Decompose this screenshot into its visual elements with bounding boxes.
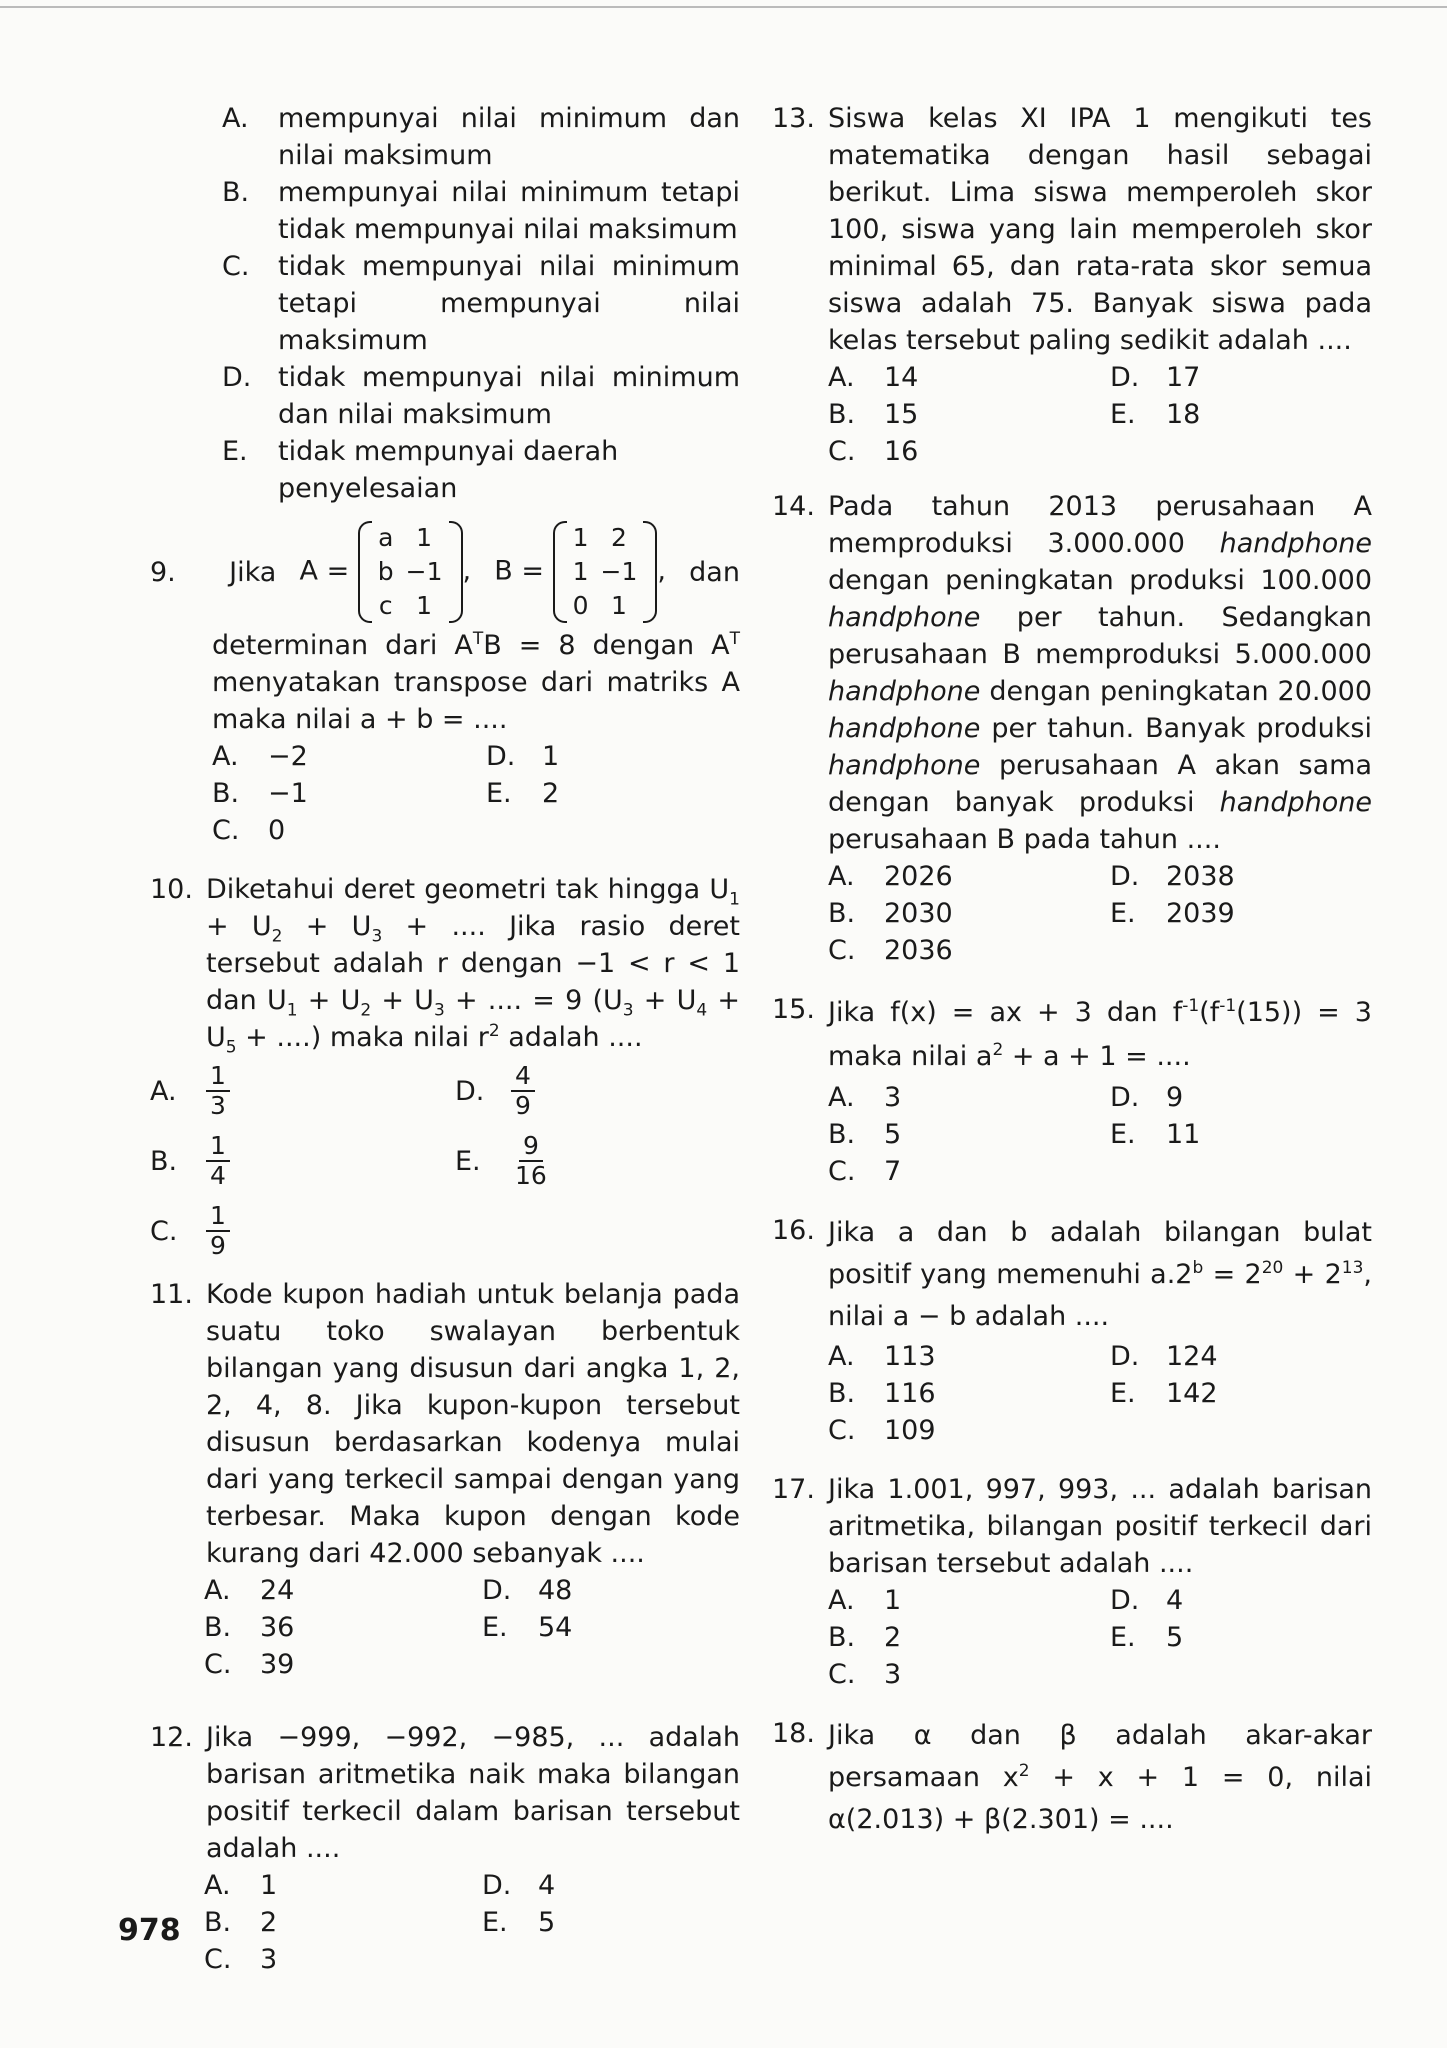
top-border-line <box>0 6 1447 8</box>
q17-option-c: C. 3 <box>828 1659 902 1690</box>
question-8-options <box>222 100 740 507</box>
q13-option-a: A. 14 <box>828 362 919 393</box>
q15-options <box>828 1079 1372 1190</box>
q13-option-c: C. 16 <box>828 436 919 467</box>
question-9 <box>150 517 740 849</box>
question-14 <box>772 488 1372 969</box>
q11-text: Kode kupon hadiah untuk belanja pada suatu toko swalayan berbentuk bilangan yang disusun dari angka 1, 2, 2, 4, 8. Jika kupon-kupon tersebut disusun berdasarkan kodenya mulai dari yang terkecil sampai dengan yang terbesar. Maka kupon dengan kode kurang dari 42.000 sebanyak .... <box>206 1279 740 1569</box>
question-16 <box>772 1212 1372 1449</box>
q17-option-a: A. 1 <box>828 1585 902 1616</box>
question-13 <box>772 100 1372 470</box>
q9-number: 9. <box>150 556 176 588</box>
q10-option-e: E. $\frac{9}{16}$ <box>455 1131 547 1190</box>
q17-options <box>828 1582 1372 1693</box>
q9-text: determinan dari $A^TB = 8$ dengan $A^T$ menyatakan transpose dari matriks A maka nilai a + b = .... <box>212 629 740 735</box>
q12-number: 12. <box>150 1722 193 1753</box>
q9-matrix-b-group: B = 1 2 1 −1 0 1 , <box>494 521 666 623</box>
q15-option-a: A. 3 <box>828 1082 902 1113</box>
q15-number: 15. <box>772 994 815 1025</box>
q10-option-d: D. $\frac{4}{9}$ <box>455 1056 740 1126</box>
q9-dan: dan <box>689 556 740 588</box>
q8-option-b: B. mempunyai nilai minimum tetapi tidak mempunyai nilai maksimum <box>222 177 740 245</box>
q16-option-d: D. 124 <box>1110 1341 1218 1372</box>
q13-option-b: B. 15 <box>828 399 919 430</box>
matrix-b: 1 2 1 −1 0 1 <box>553 521 658 623</box>
question-17 <box>772 1471 1372 1693</box>
q14-option-e: E. 2039 <box>1110 898 1235 929</box>
q9-option-e: E. 2 <box>486 778 560 809</box>
q12-option-b: B. 2 <box>204 1907 278 1938</box>
question-18 <box>772 1715 1372 1841</box>
q10-text: Diketahui deret geometri tak hingga $U_1 + U_2 + U_3$ + .... Jika rasio deret tersebut adalah r dengan −1 < r < 1 dan $U_1 + U_2 + U_3$ + .... = 9 ($U_3 + U_4 + U_5$ + ....) maka nilai $r^2$ adalah .... <box>206 874 740 1058</box>
q10-number: 10. <box>150 874 193 905</box>
q8-option-e: E. tidak mempunyai daerah penyelesaian <box>222 436 619 504</box>
q18-number: 18. <box>772 1718 815 1749</box>
q14-option-d: D. 2038 <box>1110 861 1235 892</box>
q11-option-d: D. 48 <box>482 1575 573 1606</box>
q11-options <box>204 1572 740 1683</box>
q16-number: 16. <box>772 1215 815 1246</box>
q15-text: Jika f(x) = ax + 3 dan $f^{-1}(f^{-1}(15)) = 3$ maka nilai $a^2 + a + 1$ = .... <box>828 996 1372 1072</box>
page-number: 978 <box>118 1913 181 1948</box>
q12-option-a: A. 1 <box>204 1870 278 1901</box>
q17-option-d: D. 4 <box>1110 1585 1184 1616</box>
q17-option-b: B. 2 <box>828 1622 902 1653</box>
question-10 <box>150 871 740 1266</box>
q16-text: Jika a dan b adalah bilangan bulat positif yang memenuhi $a.2^b = 2^{20} + 2^{13}$, nilai a − b adalah .... <box>828 1217 1373 1332</box>
q9-option-b: B. −1 <box>212 778 308 809</box>
q16-options <box>828 1338 1372 1449</box>
q13-number: 13. <box>772 103 815 134</box>
q12-options <box>204 1867 740 1978</box>
q14-option-b: B. 2030 <box>828 898 953 929</box>
q13-option-e: E. 18 <box>1110 399 1201 430</box>
q15-option-c: C. 7 <box>828 1156 902 1187</box>
q11-option-e: E. 54 <box>482 1612 573 1643</box>
q11-option-a: A. 24 <box>204 1575 295 1606</box>
q9-option-d: D. 1 <box>486 741 560 772</box>
q13-options <box>828 359 1372 470</box>
q10-options <box>150 1056 740 1266</box>
q8-option-d: D. tidak mempunyai nilai minimum dan nilai maksimum <box>222 362 740 430</box>
q16-option-b: B. 116 <box>828 1378 936 1409</box>
q11-option-b: B. 36 <box>204 1612 295 1643</box>
q14-option-c: C. 2036 <box>828 935 953 966</box>
question-15 <box>772 991 1372 1190</box>
q16-option-c: C. 109 <box>828 1415 936 1446</box>
q14-options <box>828 858 1372 969</box>
q16-option-a: A. 113 <box>828 1341 936 1372</box>
q10-option-b: B. $\frac{1}{4}$ <box>150 1126 435 1196</box>
right-column <box>772 100 1372 1841</box>
q13-option-d: D. 17 <box>1110 362 1201 393</box>
q18-text: Jika α dan β adalah akar-akar persamaan $x^2 + x + 1 = 0$, nilai α(2.013) + β(2.301) = .... <box>828 1720 1372 1835</box>
q17-option-e: E. 5 <box>1110 1622 1184 1653</box>
q15-option-e: E. 11 <box>1110 1119 1201 1150</box>
q15-option-b: B. 5 <box>828 1119 902 1150</box>
q15-option-d: D. 9 <box>1110 1082 1184 1113</box>
q10-option-c: C. $\frac{1}{9}$ <box>150 1196 435 1266</box>
q12-option-e: E. 5 <box>482 1907 556 1938</box>
q12-option-c: C. 3 <box>204 1944 278 1975</box>
q13-text: Siswa kelas XI IPA 1 mengikuti tes matematika dengan hasil sebagai berikut. Lima siswa memperoleh skor 100, siswa yang lain memperoleh skor minimal 65, dan rata-rata skor semua siswa adalah 75. Banyak siswa pada kelas tersebut paling sedikit adalah .... <box>828 103 1372 356</box>
q11-option-c: C. 39 <box>204 1649 295 1680</box>
question-11 <box>150 1276 740 1683</box>
q8-option-a: A. mempunyai nilai minimum dan nilai maksimum <box>222 103 740 171</box>
q8-option-c: C. tidak mempunyai nilai minimum tetapi mempunyai nilai maksimum <box>222 251 740 356</box>
q9-options <box>212 738 740 849</box>
q14-option-a: A. 2026 <box>828 861 953 892</box>
q9-option-a: A. −2 <box>212 741 308 772</box>
q9-matrix-line <box>150 517 740 627</box>
q17-text: Jika 1.001, 997, 993, ... adalah barisan aritmetika, bilangan positif terkecil dari barisan tersebut adalah .... <box>828 1474 1372 1579</box>
q9-matrix-a-group: A = a 1 b −1 c 1 , <box>300 521 472 623</box>
q11-number: 11. <box>150 1279 193 1310</box>
question-12 <box>150 1719 740 1978</box>
matrix-a: a 1 b −1 c 1 <box>358 521 463 623</box>
q9-jika: Jika <box>229 556 277 588</box>
q14-text: Pada tahun 2013 perusahaan A memproduksi 3.000.000 handphone dengan peningkatan produksi 100.000 handphone per tahun. Sedangkan perusahaan B memproduksi 5.000.000 handphone dengan peningkatan 20.000 handphone per tahun. Banyak produksi handphone perusahaan A akan sama dengan banyak produksi handphone perusahaan B pada tahun .... <box>828 491 1372 855</box>
q10-option-a: A. $\frac{1}{3}$ <box>150 1056 435 1126</box>
q9-option-c: C. 0 <box>212 815 286 846</box>
left-column <box>150 100 740 1978</box>
q14-number: 14. <box>772 491 815 522</box>
q12-text: Jika −999, −992, −985, ... adalah barisan aritmetika naik maka bilangan positif terkecil dalam barisan tersebut adalah .... <box>206 1722 740 1864</box>
q17-number: 17. <box>772 1474 815 1505</box>
q12-option-d: D. 4 <box>482 1870 556 1901</box>
q16-option-e: E. 142 <box>1110 1378 1218 1409</box>
